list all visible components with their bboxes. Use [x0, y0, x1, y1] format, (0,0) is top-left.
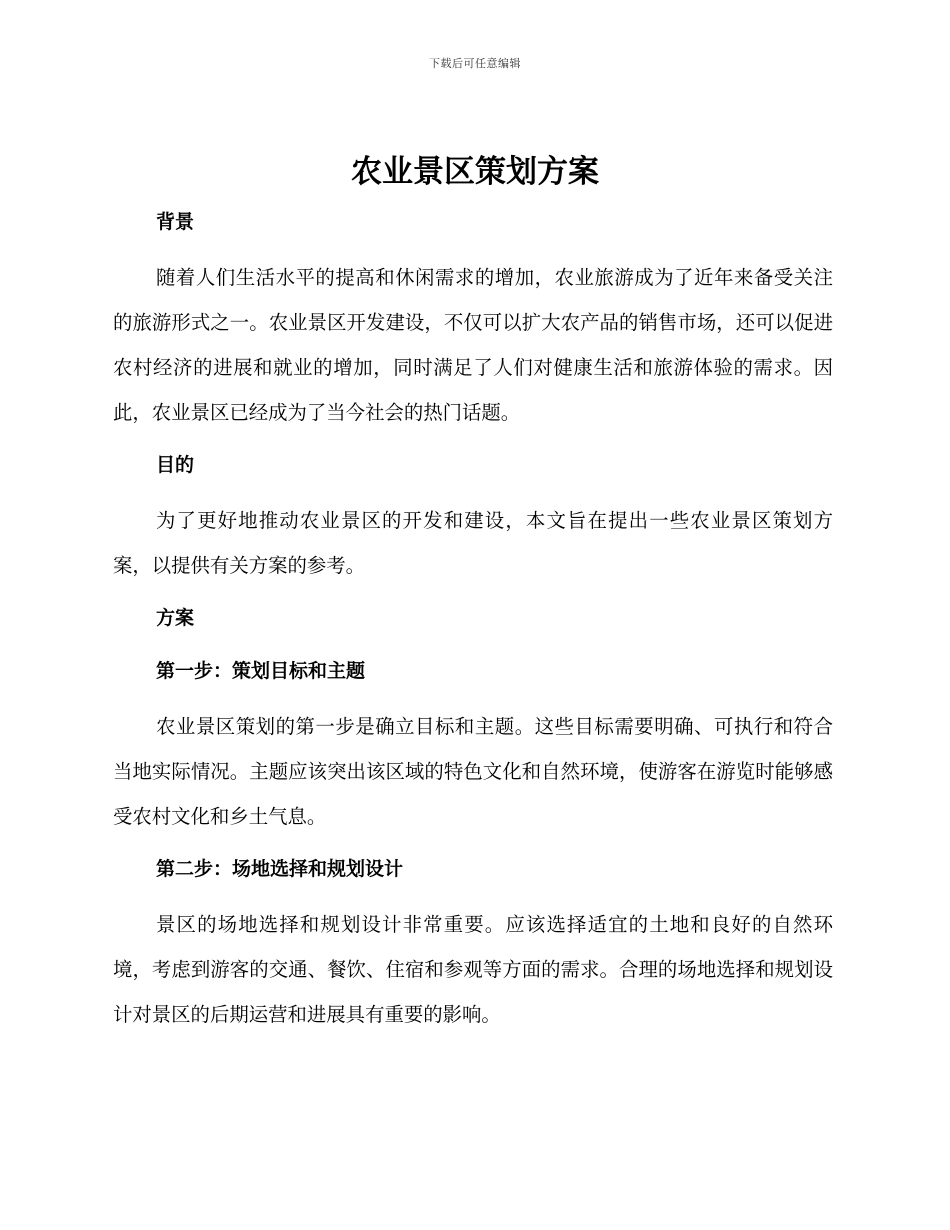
section-heading-plan: 方案: [156, 607, 195, 629]
document-title: 农业景区策划方案: [351, 154, 599, 190]
paragraph-purpose: 为了更好地推动农业景区的开发和建设，本文旨在提出一些农业景区策划方案，以提供有关方案的参考。: [113, 509, 833, 577]
section-heading-step1: 第一步：策划目标和主题: [156, 660, 366, 682]
section-purpose: [113, 445, 833, 598]
paragraph-step2: 景区的场地选择和规划设计非常重要。应该选择适宜的土地和良好的自然环境，考虑到游客的交通、餐饮、住宿和参观等方面的需求。合理的场地选择和规划设计对景区的后期运营和进展具有重要的影响。: [113, 913, 833, 1026]
section-heading-purpose: 目的: [156, 454, 195, 476]
paragraph-background: 随着人们生活水平的提高和休闲需求的增加，农业旅游成为了近年来备受关注的旅游形式之一。农业景区开发建设，不仅可以扩大农产品的销售市场，还可以促进农村经济的进展和就业的增加，同时满足了人们对健康生活和旅游体验的需求。因此，农业景区已经成为了当今社会的热门话题。: [113, 266, 833, 424]
section-plan: [113, 598, 833, 651]
section-heading-step2: 第二步：场地选择和规划设计: [156, 858, 404, 880]
section-background: [113, 202, 833, 445]
section-heading-background: 背景: [156, 211, 195, 233]
section-step2: [113, 849, 833, 1037]
section-step1: [113, 651, 833, 849]
header-note: 下载后可任意编辑: [429, 57, 521, 70]
document-body: [113, 202, 833, 1037]
paragraph-step1: 农业景区策划的第一步是确立目标和主题。这些目标需要明确、可执行和符合当地实际情况。主题应该突出该区域的特色文化和自然环境，使游客在游览时能够感受农村文化和乡土气息。: [113, 715, 833, 828]
